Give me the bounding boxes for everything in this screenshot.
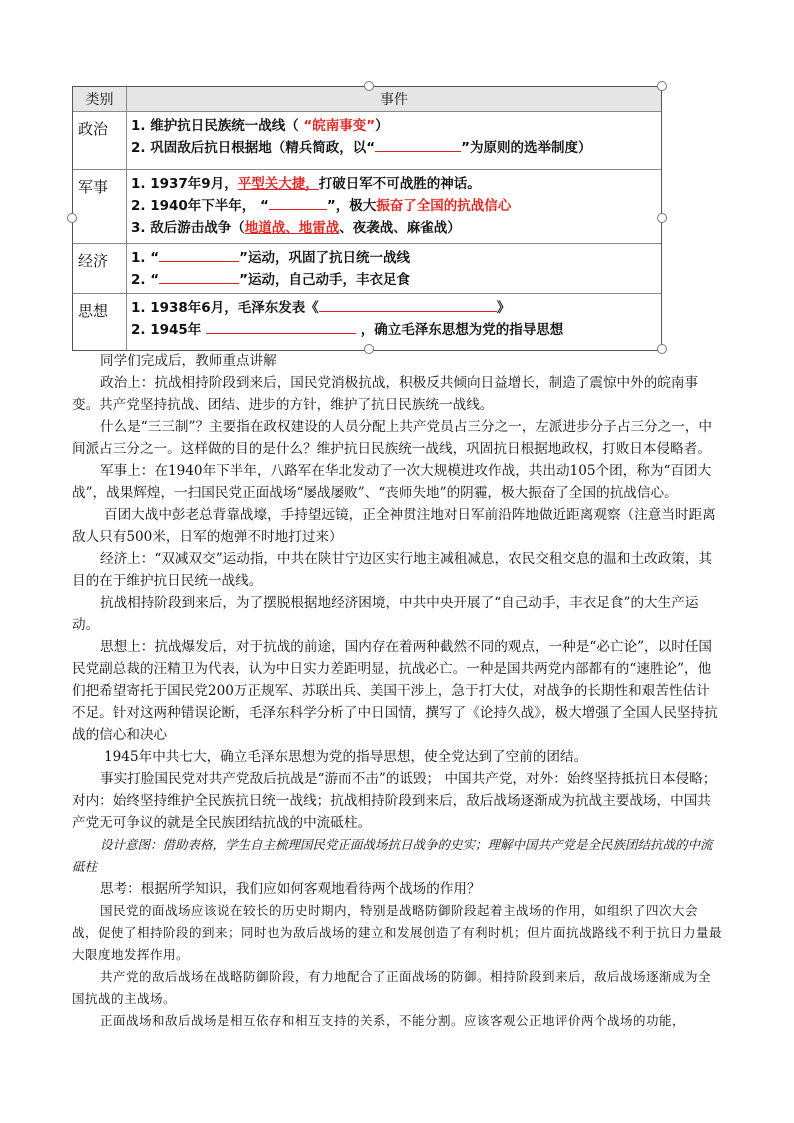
resize-handle[interactable] bbox=[657, 213, 667, 223]
paragraph: 百团大战中彭老总背靠战壕，手持望远镜，正全神贯注地对日军前沿阵地做近距离观察（注意当时距离敌人只有500米，日军的炮弹不时地打过来） bbox=[72, 507, 716, 545]
resize-handle[interactable] bbox=[657, 81, 667, 91]
resize-handle[interactable] bbox=[67, 213, 77, 223]
paragraph: 什么是“三三制”？主要指在政权建设的人员分配上共产党员占三分之一，左派进步分子占三分之一，中间派占三分之一。这样做的目的是什么？维护抗日民族统一战线，巩固抗日根据地政权，打败日本侵略者。 bbox=[72, 419, 713, 457]
event-line: 1. 维护抗日民族统一战线（ “皖南事变”） bbox=[131, 118, 389, 134]
paragraph: 政治上：抗战相持阶段到来后，国民党消极抗战，积极反共倾向日益增长，制造了震惊中外的皖南事变。共产党坚持抗战、团结、进步的方针，维护了抗日民族统一战线。 bbox=[72, 375, 699, 413]
event-line: 1. “ ”运动，巩固了抗日统一战线 bbox=[131, 250, 410, 266]
paragraph: 国民党的面战场应该说在较长的历史时期内，特别是战略防御阶段起着主战场的作用，如组织了四次大会战，促使了相持阶段的到来；同时也为敌后战场的建立和发展创造了有利时机；但片面抗战路线不利于抗日力量最大限度地发挥作用。 bbox=[72, 903, 723, 962]
event-line: 2. 1940年下半年， “ ”，极大振奋了全国的抗战信心 bbox=[131, 198, 512, 214]
paragraph: 抗战相持阶段到来后，为了摆脱根据地经济困境，中共中央开展了“自己动手，丰衣足食”的大生产运动。 bbox=[72, 595, 699, 633]
red-answer: 地雷战 bbox=[298, 220, 340, 236]
fill-blank[interactable] bbox=[159, 248, 239, 262]
header-event: 事件 bbox=[380, 92, 408, 108]
table-row-economy bbox=[73, 243, 661, 293]
fill-blank[interactable] bbox=[319, 298, 497, 312]
paragraph: 1945年中共七大，确立毛泽东思想为党的指导思想，使全党达到了空前的团结。 bbox=[104, 749, 588, 765]
event-line: 2. 巩固敌后抗日根据地（精兵简政，以“ ”为原则的选举制度） bbox=[131, 140, 592, 156]
fill-blank[interactable] bbox=[375, 138, 461, 152]
design-intent: 设计意图：借助表格，学生自主梳理国民党正面战场抗日战争的史实；理解中国共产党是全民族团结抗战的中流砥柱 bbox=[72, 837, 713, 874]
paragraph: 思考：根据所学知识，我们应如何客观地看待两个战场的作用？ bbox=[100, 881, 481, 897]
fill-blank[interactable] bbox=[269, 196, 327, 210]
red-answer: “皖南事变” bbox=[303, 118, 376, 134]
table-row-politics bbox=[73, 111, 661, 169]
paragraph: 军事上：在1940年下半年，八路军在华北发动了一次大规模进攻作战，共出动105个团，称为“百团大战”，战果辉煌，一扫国民党正面战场“屡战屡败”、“丧师失地”的阴霾，极大振奋了全国的抗战信心。 bbox=[72, 463, 712, 501]
event-line: 3. 敌后游击战争（地道战、地雷战、夜袭战、麻雀战） bbox=[131, 220, 461, 236]
paragraph: 经济上：“双减双交”运动指，中共在陕甘宁边区实行地主减租减息，农民交租交息的温和土改政策，其目的在于维护抗日民统一战线。 bbox=[72, 551, 713, 589]
event-line: 2. “ ”运动，自己动手，丰衣足食 bbox=[131, 272, 410, 288]
row-category: 思想 bbox=[73, 294, 127, 350]
table-row-thought bbox=[73, 293, 661, 350]
paragraph: 事实打脸国民党对共产党敌后抗战是“游而不击”的诋毁； 中国共产党，对外：始终坚持抵抗日本侵略； 对内：始终坚持维护全民族抗日统一战线；抗战相持阶段到来后，敌后战场逐渐成为抗战主要战场，中国共产党无可争议的就是全民族团结抗战的中流砥柱。 bbox=[72, 771, 717, 831]
event-line: 2. 1945年 ，确立毛泽东思想为党的指导思想 bbox=[131, 322, 564, 338]
row-category: 政治 bbox=[73, 112, 127, 169]
paragraph: 思想上：抗战爆发后，对于抗战的前途，国内存在着两种截然不同的观点，一种是“必亡论”，以时任国民党副总裁的汪精卫为代表，认为中日实力差距明显，抗战必亡。一种是国共两党内部都有的“速胜论”，他们把希望寄托于国民党200万正规军、苏联出兵、美国干涉上，急于打大仗，对战争的长期性和艰苦性估计不足。针对这两种错误论断，毛泽东科学分析了中日国情，撰写了《论持久战》，极大增强了全国人民坚持抗战的信心和决心 bbox=[72, 639, 718, 743]
fill-blank[interactable] bbox=[159, 270, 239, 284]
header-category: 类别 bbox=[73, 87, 127, 111]
event-line: 1. 1938年6月，毛泽东发表《 》 bbox=[131, 300, 511, 316]
event-line: 1. 1937年9月，平型关大捷，打破日军不可战胜的神话。 bbox=[131, 176, 481, 192]
resize-handle[interactable] bbox=[364, 81, 374, 91]
table-row-military bbox=[73, 169, 661, 243]
paragraph: 正面战场和敌后战场是相互依存和相互支持的关系，不能分割。应该客观公正地评价两个战场的功能， bbox=[100, 1013, 686, 1028]
red-answer: 振奋了全国的抗战信心 bbox=[376, 198, 512, 214]
fill-blank[interactable] bbox=[206, 320, 356, 334]
events-table bbox=[72, 86, 662, 351]
paragraph: 共产党的敌后战场在战略防御阶段，有力地配合了正面战场的防御。相持阶段到来后，敌后战场逐渐成为全国抗战的主战场。 bbox=[72, 969, 712, 1006]
lecture-notes bbox=[72, 350, 722, 1032]
row-category: 经济 bbox=[73, 244, 127, 293]
red-answer: 地道战、 bbox=[244, 220, 299, 236]
row-category: 军事 bbox=[73, 170, 127, 243]
paragraph: 同学们完成后，教师重点讲解 bbox=[100, 353, 277, 369]
red-answer: 平型关大捷， bbox=[237, 176, 319, 192]
